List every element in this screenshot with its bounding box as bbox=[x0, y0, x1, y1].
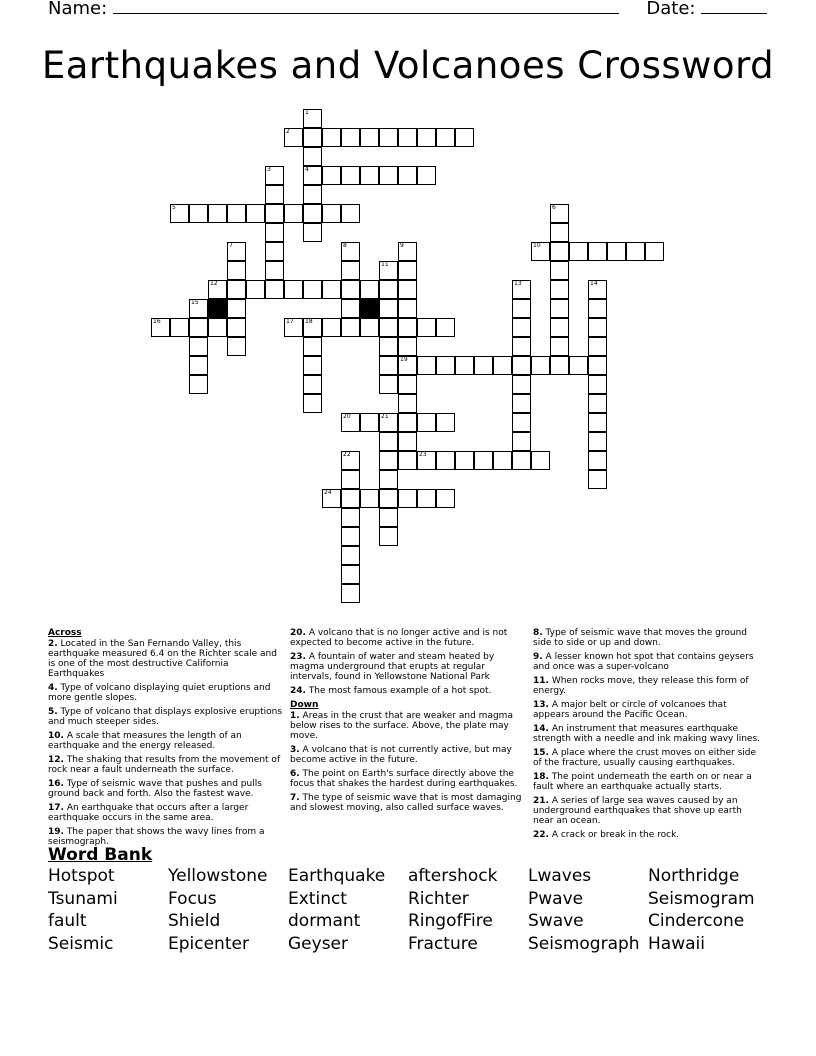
grid-cell[interactable] bbox=[398, 318, 417, 337]
word-bank-word: Fracture bbox=[408, 933, 478, 954]
grid-cell[interactable] bbox=[341, 546, 360, 565]
grid-cell[interactable] bbox=[284, 128, 303, 147]
grid-cell[interactable] bbox=[379, 432, 398, 451]
grid-cell[interactable] bbox=[227, 337, 246, 356]
grid-cell[interactable] bbox=[436, 451, 455, 470]
grid-cell[interactable] bbox=[493, 451, 512, 470]
word-bank-word: Seismogram bbox=[648, 888, 755, 909]
grid-cell[interactable] bbox=[246, 280, 265, 299]
grid-cell[interactable] bbox=[588, 337, 607, 356]
grid-cell[interactable] bbox=[379, 299, 398, 318]
grid-cell-blocked bbox=[360, 299, 379, 318]
grid-cell[interactable] bbox=[398, 280, 417, 299]
clues-column-2 bbox=[290, 628, 526, 817]
clue bbox=[48, 827, 284, 847]
word-bank-word: Extinct bbox=[288, 888, 347, 909]
grid-cell[interactable] bbox=[436, 128, 455, 147]
grid-cell[interactable] bbox=[303, 394, 322, 413]
grid-cell[interactable] bbox=[322, 489, 341, 508]
grid-cell[interactable] bbox=[341, 584, 360, 603]
clue-text: An earthquake that occurs after a larger earthquake occurs in the same area. bbox=[48, 803, 249, 823]
clue-text: The paper that shows the wavy lines from a seismograph. bbox=[48, 827, 265, 847]
clue-number: 20. bbox=[290, 628, 306, 638]
grid-cell[interactable] bbox=[379, 413, 398, 432]
word-bank-word: aftershock bbox=[408, 866, 498, 886]
grid-cell[interactable] bbox=[303, 356, 322, 375]
grid-cell[interactable] bbox=[227, 299, 246, 318]
grid-cell[interactable] bbox=[512, 432, 531, 451]
clue-number: 4. bbox=[48, 683, 58, 693]
grid-cell[interactable] bbox=[208, 280, 227, 299]
grid-cell[interactable] bbox=[303, 318, 322, 337]
word-bank-word: Swave bbox=[528, 911, 584, 931]
word-bank-word: Earthquake bbox=[288, 866, 386, 886]
grid-cell[interactable] bbox=[303, 147, 322, 166]
grid-cell[interactable] bbox=[417, 166, 436, 185]
grid-cell[interactable] bbox=[341, 508, 360, 527]
word-bank-word: Northridge bbox=[648, 866, 740, 886]
cell-number: 9 bbox=[400, 242, 404, 249]
word-bank-word: Cindercone bbox=[648, 911, 745, 931]
word-bank-word: fault bbox=[48, 911, 87, 931]
grid-cell[interactable] bbox=[303, 337, 322, 356]
clue-number: 24. bbox=[290, 686, 306, 696]
grid-cell[interactable] bbox=[588, 470, 607, 489]
grid-cell[interactable] bbox=[455, 128, 474, 147]
grid-cell[interactable] bbox=[360, 413, 379, 432]
clue bbox=[533, 676, 763, 696]
grid-cell[interactable] bbox=[227, 242, 246, 261]
grid-cell[interactable] bbox=[398, 413, 417, 432]
cell-number: 22 bbox=[343, 451, 351, 458]
grid-cell[interactable] bbox=[398, 489, 417, 508]
clue bbox=[48, 639, 284, 679]
grid-cell[interactable] bbox=[417, 451, 436, 470]
cell-number: 24 bbox=[324, 489, 332, 496]
clue-number: 19. bbox=[48, 827, 64, 837]
grid-cell[interactable] bbox=[436, 356, 455, 375]
cell-number: 14 bbox=[590, 280, 598, 287]
grid-cell[interactable] bbox=[531, 242, 550, 261]
clue bbox=[48, 731, 284, 751]
grid-cell[interactable] bbox=[341, 527, 360, 546]
grid-cell[interactable] bbox=[322, 318, 341, 337]
grid-cell[interactable] bbox=[550, 204, 569, 223]
grid-cell[interactable] bbox=[265, 242, 284, 261]
clue-number: 11. bbox=[533, 676, 549, 686]
grid-cell[interactable] bbox=[341, 413, 360, 432]
grid-cell[interactable] bbox=[550, 223, 569, 242]
grid-cell[interactable] bbox=[398, 394, 417, 413]
clue-text: Located in the San Fernando Valley, this earthquake measured 6.4 on the Richter scale and is one of the most destructive California Earthquakes bbox=[48, 639, 277, 679]
grid-cell[interactable] bbox=[341, 470, 360, 489]
clue-number: 12. bbox=[48, 755, 64, 765]
grid-cell[interactable] bbox=[151, 318, 170, 337]
clue-number: 16. bbox=[48, 779, 64, 789]
grid-cell[interactable] bbox=[607, 242, 626, 261]
cell-number: 5 bbox=[172, 204, 176, 211]
grid-cell[interactable] bbox=[170, 318, 189, 337]
grid-cell-blocked bbox=[208, 299, 227, 318]
grid-cell[interactable] bbox=[436, 318, 455, 337]
clue bbox=[533, 748, 763, 768]
grid-cell[interactable] bbox=[303, 185, 322, 204]
word-bank-word: Lwaves bbox=[528, 866, 592, 886]
grid-cell[interactable] bbox=[588, 451, 607, 470]
grid-cell[interactable] bbox=[512, 356, 531, 375]
grid-cell[interactable] bbox=[550, 337, 569, 356]
clue-number: 18. bbox=[533, 772, 549, 782]
cell-number: 1 bbox=[305, 109, 309, 116]
grid-cell[interactable] bbox=[227, 261, 246, 280]
down-heading: Down bbox=[290, 700, 319, 710]
clue bbox=[533, 700, 763, 720]
clue bbox=[290, 711, 526, 741]
grid-cell[interactable] bbox=[398, 299, 417, 318]
cell-number: 19 bbox=[400, 356, 408, 363]
grid-cell[interactable] bbox=[341, 128, 360, 147]
clue-number: 2. bbox=[48, 639, 58, 649]
grid-cell[interactable] bbox=[208, 318, 227, 337]
grid-cell[interactable] bbox=[588, 318, 607, 337]
clue-number: 8. bbox=[533, 628, 543, 638]
grid-cell[interactable] bbox=[417, 489, 436, 508]
grid-cell[interactable] bbox=[227, 280, 246, 299]
clue-number: 13. bbox=[533, 700, 549, 710]
clue-text: The most famous example of a hot spot. bbox=[305, 686, 492, 696]
grid-cell[interactable] bbox=[588, 242, 607, 261]
grid-cell[interactable] bbox=[550, 299, 569, 318]
grid-cell[interactable] bbox=[645, 242, 664, 261]
clue bbox=[290, 769, 526, 789]
grid-cell[interactable] bbox=[512, 451, 531, 470]
cell-number: 6 bbox=[552, 204, 556, 211]
grid-cell[interactable] bbox=[550, 261, 569, 280]
grid-cell[interactable] bbox=[455, 356, 474, 375]
clues-column-1 bbox=[48, 628, 284, 851]
grid-cell[interactable] bbox=[379, 470, 398, 489]
clue-text: A major belt or circle of volcanoes that appears around the Pacific Ocean. bbox=[533, 700, 727, 720]
grid-cell[interactable] bbox=[265, 185, 284, 204]
grid-cell[interactable] bbox=[341, 565, 360, 584]
grid-cell[interactable] bbox=[189, 337, 208, 356]
grid-cell[interactable] bbox=[341, 261, 360, 280]
grid-cell[interactable] bbox=[303, 204, 322, 223]
grid-cell[interactable] bbox=[512, 375, 531, 394]
grid-cell[interactable] bbox=[398, 166, 417, 185]
word-bank bbox=[48, 866, 768, 956]
cell-number: 20 bbox=[343, 413, 351, 420]
clue-text: The point underneath the earth on or near a fault where an earthquake actually starts. bbox=[533, 772, 752, 792]
clue-text: Type of seismic wave that moves the ground side to side or up and down. bbox=[533, 628, 748, 648]
grid-cell[interactable] bbox=[550, 318, 569, 337]
clue bbox=[533, 796, 763, 826]
clue bbox=[290, 793, 526, 813]
clue-number: 21. bbox=[533, 796, 549, 806]
grid-cell[interactable] bbox=[341, 204, 360, 223]
grid-cell[interactable] bbox=[265, 166, 284, 185]
clue bbox=[290, 686, 526, 696]
grid-cell[interactable] bbox=[379, 356, 398, 375]
grid-cell[interactable] bbox=[379, 451, 398, 470]
clue-number: 22. bbox=[533, 830, 549, 840]
grid-cell[interactable] bbox=[512, 318, 531, 337]
word-bank-word: Geyser bbox=[288, 933, 348, 954]
clue-text: An instrument that measures earthquake strength with a needle and ink making wavy lines. bbox=[533, 724, 761, 744]
word-bank-word: Richter bbox=[408, 888, 469, 909]
grid-cell[interactable] bbox=[588, 356, 607, 375]
clue-text: Type of volcano displaying quiet eruptions and more gentle slopes. bbox=[48, 683, 271, 703]
clue bbox=[533, 830, 763, 840]
cell-number: 18 bbox=[305, 318, 313, 325]
grid-cell[interactable] bbox=[379, 527, 398, 546]
word-bank-word: Pwave bbox=[528, 888, 584, 909]
clue bbox=[48, 755, 284, 775]
word-bank-word: Focus bbox=[168, 888, 217, 909]
word-bank-word: Shield bbox=[168, 911, 221, 931]
grid-cell[interactable] bbox=[512, 280, 531, 299]
grid-cell[interactable] bbox=[189, 299, 208, 318]
grid-cell[interactable] bbox=[265, 261, 284, 280]
grid-cell[interactable] bbox=[303, 223, 322, 242]
clue-text: When rocks move, they release this form of energy. bbox=[533, 676, 749, 696]
word-bank-word: Tsunami bbox=[48, 888, 118, 909]
grid-cell[interactable] bbox=[417, 128, 436, 147]
word-bank-title: Word Bank bbox=[48, 845, 153, 865]
clue-text: Type of seismic wave that pushes and pulls ground back and forth. Also the fastest wave. bbox=[48, 779, 262, 799]
cell-number: 3 bbox=[267, 166, 271, 173]
grid-cell[interactable] bbox=[588, 413, 607, 432]
grid-cell[interactable] bbox=[550, 280, 569, 299]
grid-cell[interactable] bbox=[303, 128, 322, 147]
grid-cell[interactable] bbox=[303, 166, 322, 185]
grid-cell[interactable] bbox=[265, 223, 284, 242]
grid-cell[interactable] bbox=[398, 128, 417, 147]
word-bank-word: RingofFire bbox=[408, 911, 493, 931]
grid-cell[interactable] bbox=[588, 394, 607, 413]
grid-cell[interactable] bbox=[360, 318, 379, 337]
grid-cell[interactable] bbox=[360, 489, 379, 508]
clues-column-3 bbox=[533, 628, 763, 844]
cell-number: 7 bbox=[229, 242, 233, 249]
word-bank-word: Yellowstone bbox=[168, 866, 268, 886]
grid-cell[interactable] bbox=[588, 375, 607, 394]
cell-number: 21 bbox=[381, 413, 389, 420]
grid-cell[interactable] bbox=[379, 489, 398, 508]
grid-cell[interactable] bbox=[531, 451, 550, 470]
grid-cell[interactable] bbox=[284, 204, 303, 223]
grid-cell[interactable] bbox=[379, 318, 398, 337]
clue bbox=[533, 652, 763, 672]
grid-cell[interactable] bbox=[512, 299, 531, 318]
grid-cell[interactable] bbox=[588, 299, 607, 318]
clue bbox=[533, 772, 763, 792]
cell-number: 12 bbox=[210, 280, 218, 287]
grid-cell[interactable] bbox=[379, 166, 398, 185]
grid-cell[interactable] bbox=[417, 413, 436, 432]
grid-cell[interactable] bbox=[512, 394, 531, 413]
clue-number: 23. bbox=[290, 652, 306, 662]
word-bank-word: Epicenter bbox=[168, 933, 249, 954]
grid-cell[interactable] bbox=[417, 356, 436, 375]
clue-text: Type of volcano that displays explosive eruptions and much steeper sides. bbox=[48, 707, 283, 727]
grid-cell[interactable] bbox=[569, 356, 588, 375]
word-bank-word: Hotspot bbox=[48, 866, 115, 886]
clue bbox=[48, 803, 284, 823]
grid-cell[interactable] bbox=[265, 280, 284, 299]
clue-number: 15. bbox=[533, 748, 549, 758]
grid-cell[interactable] bbox=[626, 242, 645, 261]
clue-number: 9. bbox=[533, 652, 543, 662]
grid-cell[interactable] bbox=[360, 280, 379, 299]
grid-cell[interactable] bbox=[284, 318, 303, 337]
grid-cell[interactable] bbox=[417, 318, 436, 337]
grid-cell[interactable] bbox=[379, 508, 398, 527]
clue-text: A volcano that is no longer active and is not expected to become active in the future. bbox=[290, 628, 508, 648]
word-bank-word: dormant bbox=[288, 911, 361, 931]
grid-cell[interactable] bbox=[227, 318, 246, 337]
clue-text: A crack or break in the rock. bbox=[548, 830, 680, 840]
grid-cell[interactable] bbox=[303, 280, 322, 299]
word-bank-word: Hawaii bbox=[648, 933, 705, 954]
grid-cell[interactable] bbox=[550, 242, 569, 261]
grid-cell[interactable] bbox=[322, 166, 341, 185]
grid-cell[interactable] bbox=[189, 375, 208, 394]
word-bank-word: Seismograph bbox=[528, 933, 640, 954]
clue-text: Areas in the crust that are weaker and magma below rises to the surface. Above, the plate may move. bbox=[290, 711, 513, 741]
grid-cell[interactable] bbox=[398, 242, 417, 261]
grid-cell[interactable] bbox=[265, 204, 284, 223]
clue-number: 17. bbox=[48, 803, 64, 813]
clue-text: A scale that measures the length of an earthquake and the energy released. bbox=[48, 731, 242, 751]
date-label: Date: bbox=[646, 0, 696, 19]
cell-number: 10 bbox=[533, 242, 541, 249]
grid-cell[interactable] bbox=[379, 128, 398, 147]
grid-cell[interactable] bbox=[398, 356, 417, 375]
clue-number: 6. bbox=[290, 769, 300, 779]
cell-number: 15 bbox=[191, 299, 199, 306]
grid-cell[interactable] bbox=[398, 337, 417, 356]
grid-cell[interactable] bbox=[398, 451, 417, 470]
clue bbox=[533, 724, 763, 744]
grid-cell[interactable] bbox=[379, 337, 398, 356]
grid-cell[interactable] bbox=[398, 375, 417, 394]
grid-cell[interactable] bbox=[493, 356, 512, 375]
grid-cell[interactable] bbox=[569, 242, 588, 261]
grid-cell[interactable] bbox=[303, 109, 322, 128]
grid-cell[interactable] bbox=[360, 166, 379, 185]
clue-number: 10. bbox=[48, 731, 64, 741]
cell-number: 8 bbox=[343, 242, 347, 249]
clue bbox=[290, 652, 526, 682]
name-label: Name: bbox=[48, 0, 108, 19]
clue-text: The point on Earth's surface directly above the focus that shakes the hardest during earthquakes. bbox=[290, 769, 518, 789]
grid-cell[interactable] bbox=[455, 451, 474, 470]
clue bbox=[48, 779, 284, 799]
cell-number: 11 bbox=[381, 261, 389, 268]
word-bank-word: Seismic bbox=[48, 933, 114, 954]
grid-cell[interactable] bbox=[398, 432, 417, 451]
puzzle-title: Earthquakes and Volcanoes Crossword bbox=[41, 44, 775, 87]
grid-cell[interactable] bbox=[322, 204, 341, 223]
cell-number: 16 bbox=[153, 318, 161, 325]
clue-number: 3. bbox=[290, 745, 300, 755]
grid-cell[interactable] bbox=[227, 204, 246, 223]
grid-cell[interactable] bbox=[170, 204, 189, 223]
grid-cell[interactable] bbox=[436, 489, 455, 508]
grid-cell[interactable] bbox=[208, 204, 227, 223]
grid-cell[interactable] bbox=[588, 280, 607, 299]
grid-cell[interactable] bbox=[341, 318, 360, 337]
clue-text: A place where the crust moves on either side of the fracture, usually causing earthquakes. bbox=[533, 748, 757, 768]
grid-cell[interactable] bbox=[588, 432, 607, 451]
clue-number: 1. bbox=[290, 711, 300, 721]
grid-cell[interactable] bbox=[341, 166, 360, 185]
grid-cell[interactable] bbox=[531, 356, 550, 375]
grid-cell[interactable] bbox=[474, 451, 493, 470]
clue-text: A volcano that is not currently active, but may become active in the future. bbox=[290, 745, 512, 765]
grid-cell[interactable] bbox=[512, 413, 531, 432]
clue-text: A lesser known hot spot that contains geysers and once was a super-volcano bbox=[533, 652, 754, 672]
cell-number: 4 bbox=[305, 166, 309, 173]
clue bbox=[290, 745, 526, 765]
grid-cell[interactable] bbox=[341, 451, 360, 470]
clue bbox=[48, 683, 284, 703]
clue-text: A series of large sea waves caused by an underground earthquakes that shove up earth near an ocean. bbox=[533, 796, 742, 826]
grid-cell[interactable] bbox=[398, 261, 417, 280]
grid-cell[interactable] bbox=[550, 356, 569, 375]
cell-number: 2 bbox=[286, 128, 290, 135]
cell-number: 17 bbox=[286, 318, 294, 325]
grid-cell[interactable] bbox=[436, 413, 455, 432]
clue-number: 14. bbox=[533, 724, 549, 734]
grid-cell[interactable] bbox=[322, 280, 341, 299]
clue-number: 5. bbox=[48, 707, 58, 717]
grid-cell[interactable] bbox=[360, 128, 379, 147]
cell-number: 23 bbox=[419, 451, 427, 458]
clue-text: The type of seismic wave that is most damaging and slowest moving, also called surface waves. bbox=[290, 793, 522, 813]
grid-cell[interactable] bbox=[474, 356, 493, 375]
clue-number: 7. bbox=[290, 793, 300, 803]
grid-cell[interactable] bbox=[341, 299, 360, 318]
grid-cell[interactable] bbox=[341, 280, 360, 299]
grid-cell[interactable] bbox=[303, 375, 322, 394]
grid-cell[interactable] bbox=[189, 356, 208, 375]
grid-cell[interactable] bbox=[379, 375, 398, 394]
clue bbox=[533, 628, 763, 648]
grid-cell[interactable] bbox=[284, 280, 303, 299]
grid-cell[interactable] bbox=[379, 261, 398, 280]
clue bbox=[48, 707, 284, 727]
grid-cell[interactable] bbox=[512, 337, 531, 356]
grid-cell[interactable] bbox=[341, 489, 360, 508]
grid-cell[interactable] bbox=[189, 318, 208, 337]
grid-cell[interactable] bbox=[322, 128, 341, 147]
grid-cell[interactable] bbox=[341, 242, 360, 261]
clue-text: The shaking that results from the movement of rock near a fault underneath the surface. bbox=[48, 755, 281, 775]
cell-number: 13 bbox=[514, 280, 522, 287]
across-heading: Across bbox=[48, 628, 82, 638]
grid-cell[interactable] bbox=[379, 280, 398, 299]
clue bbox=[290, 628, 526, 648]
grid-cell[interactable] bbox=[246, 204, 265, 223]
clue-text: A fountain of water and steam heated by magma underground that erupts at regular intervals, found in Yellowstone National Park bbox=[290, 652, 495, 682]
grid-cell[interactable] bbox=[189, 204, 208, 223]
